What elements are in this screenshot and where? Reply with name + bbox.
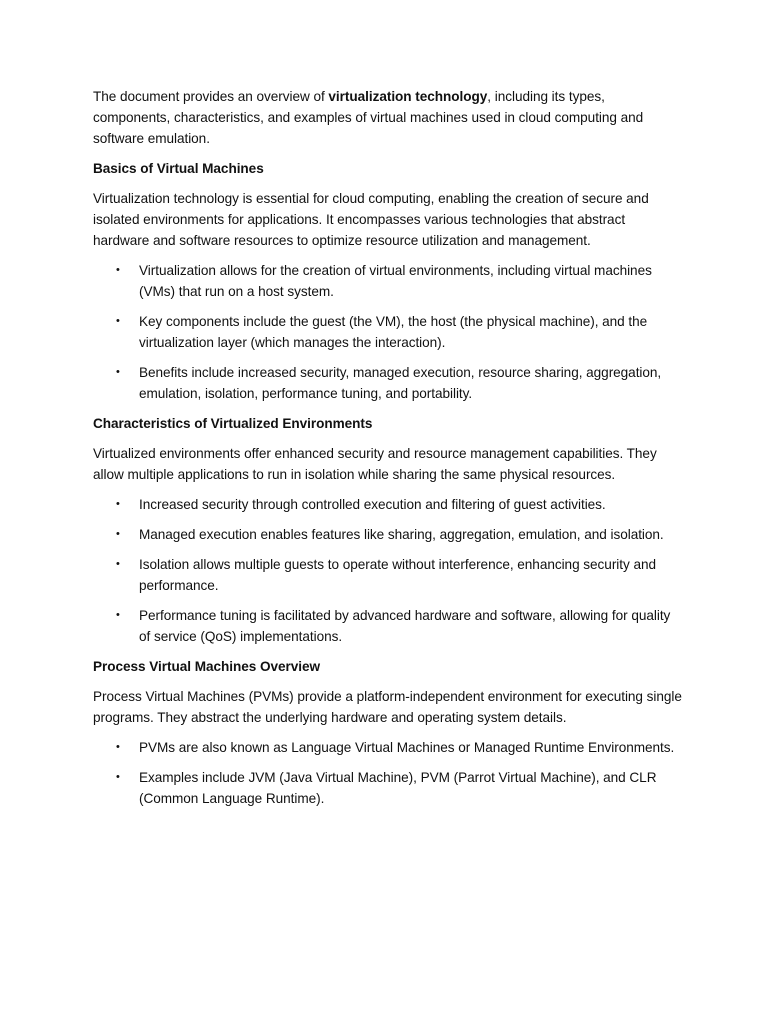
section-paragraph: Virtualized environments offer enhanced security and resource management capabilities. They allow multiple applications to run in isolation while sharing the same physical resources. bbox=[93, 446, 657, 482]
list-item bbox=[93, 311, 683, 353]
list-item-text: PVMs are also known as Language Virtual Machines or Managed Runtime Environments. bbox=[139, 740, 675, 755]
bullet-icon: • bbox=[116, 741, 120, 753]
list-item-text: Key components include the guest (the VM), the host (the physical machine), and the virtualization layer (which manages the interaction). bbox=[139, 314, 648, 350]
section-basics bbox=[93, 158, 683, 404]
list-item-text: Benefits include increased security, managed execution, resource sharing, aggregation, emulation, isolation, performance tuning, and portability. bbox=[139, 365, 662, 401]
bullet-icon: • bbox=[116, 264, 120, 276]
list-item bbox=[93, 605, 683, 647]
list-item-text: Isolation allows multiple guests to operate without interference, enhancing security and performance. bbox=[139, 557, 656, 593]
bullet-icon: • bbox=[116, 315, 120, 327]
section-paragraph: Process Virtual Machines (PVMs) provide a platform-independent environment for executing single programs. They abstract the underlying hardware and operating system details. bbox=[93, 689, 682, 725]
bullet-icon: • bbox=[116, 609, 120, 621]
intro-text-after: , including its types, components, characteristics, and examples of virtual machines used in cloud computing and software emulation. bbox=[93, 89, 644, 146]
list-item bbox=[93, 737, 683, 758]
list-item bbox=[93, 494, 683, 515]
intro-bold-term: virtualization technology bbox=[328, 89, 488, 104]
bullet-icon: • bbox=[116, 558, 120, 570]
bullet-icon: • bbox=[116, 771, 120, 783]
bullet-list bbox=[93, 494, 683, 647]
list-item bbox=[93, 524, 683, 545]
bullet-icon: • bbox=[116, 498, 120, 510]
document-page bbox=[93, 86, 683, 818]
list-item bbox=[93, 554, 683, 596]
intro-paragraph bbox=[93, 86, 683, 149]
list-item bbox=[93, 362, 683, 404]
bullet-icon: • bbox=[116, 528, 120, 540]
section-heading: Process Virtual Machines Overview bbox=[93, 659, 321, 674]
list-item-text: Virtualization allows for the creation of virtual environments, including virtual machines (VMs) that run on a host system. bbox=[139, 263, 652, 299]
bullet-list bbox=[93, 260, 683, 404]
section-characteristics bbox=[93, 413, 683, 647]
bullet-list bbox=[93, 737, 683, 809]
list-item-text: Increased security through controlled execution and filtering of guest activities. bbox=[139, 497, 606, 512]
section-paragraph: Virtualization technology is essential for cloud computing, enabling the creation of secure and isolated environments for applications. It encompasses various technologies that abstract hardware and software resources to optimize resource utilization and management. bbox=[93, 191, 649, 248]
list-item-text: Examples include JVM (Java Virtual Machine), PVM (Parrot Virtual Machine), and CLR (Common Language Runtime). bbox=[139, 770, 657, 806]
section-heading: Basics of Virtual Machines bbox=[93, 161, 264, 176]
list-item-text: Managed execution enables features like sharing, aggregation, emulation, and isolation. bbox=[139, 527, 664, 542]
section-process-vms bbox=[93, 656, 683, 809]
list-item bbox=[93, 260, 683, 302]
section-heading: Characteristics of Virtualized Environments bbox=[93, 416, 373, 431]
intro-text-before: The document provides an overview of bbox=[93, 89, 329, 104]
list-item bbox=[93, 767, 683, 809]
bullet-icon: • bbox=[116, 366, 120, 378]
list-item-text: Performance tuning is facilitated by advanced hardware and software, allowing for quality of service (QoS) implementations. bbox=[139, 608, 671, 644]
